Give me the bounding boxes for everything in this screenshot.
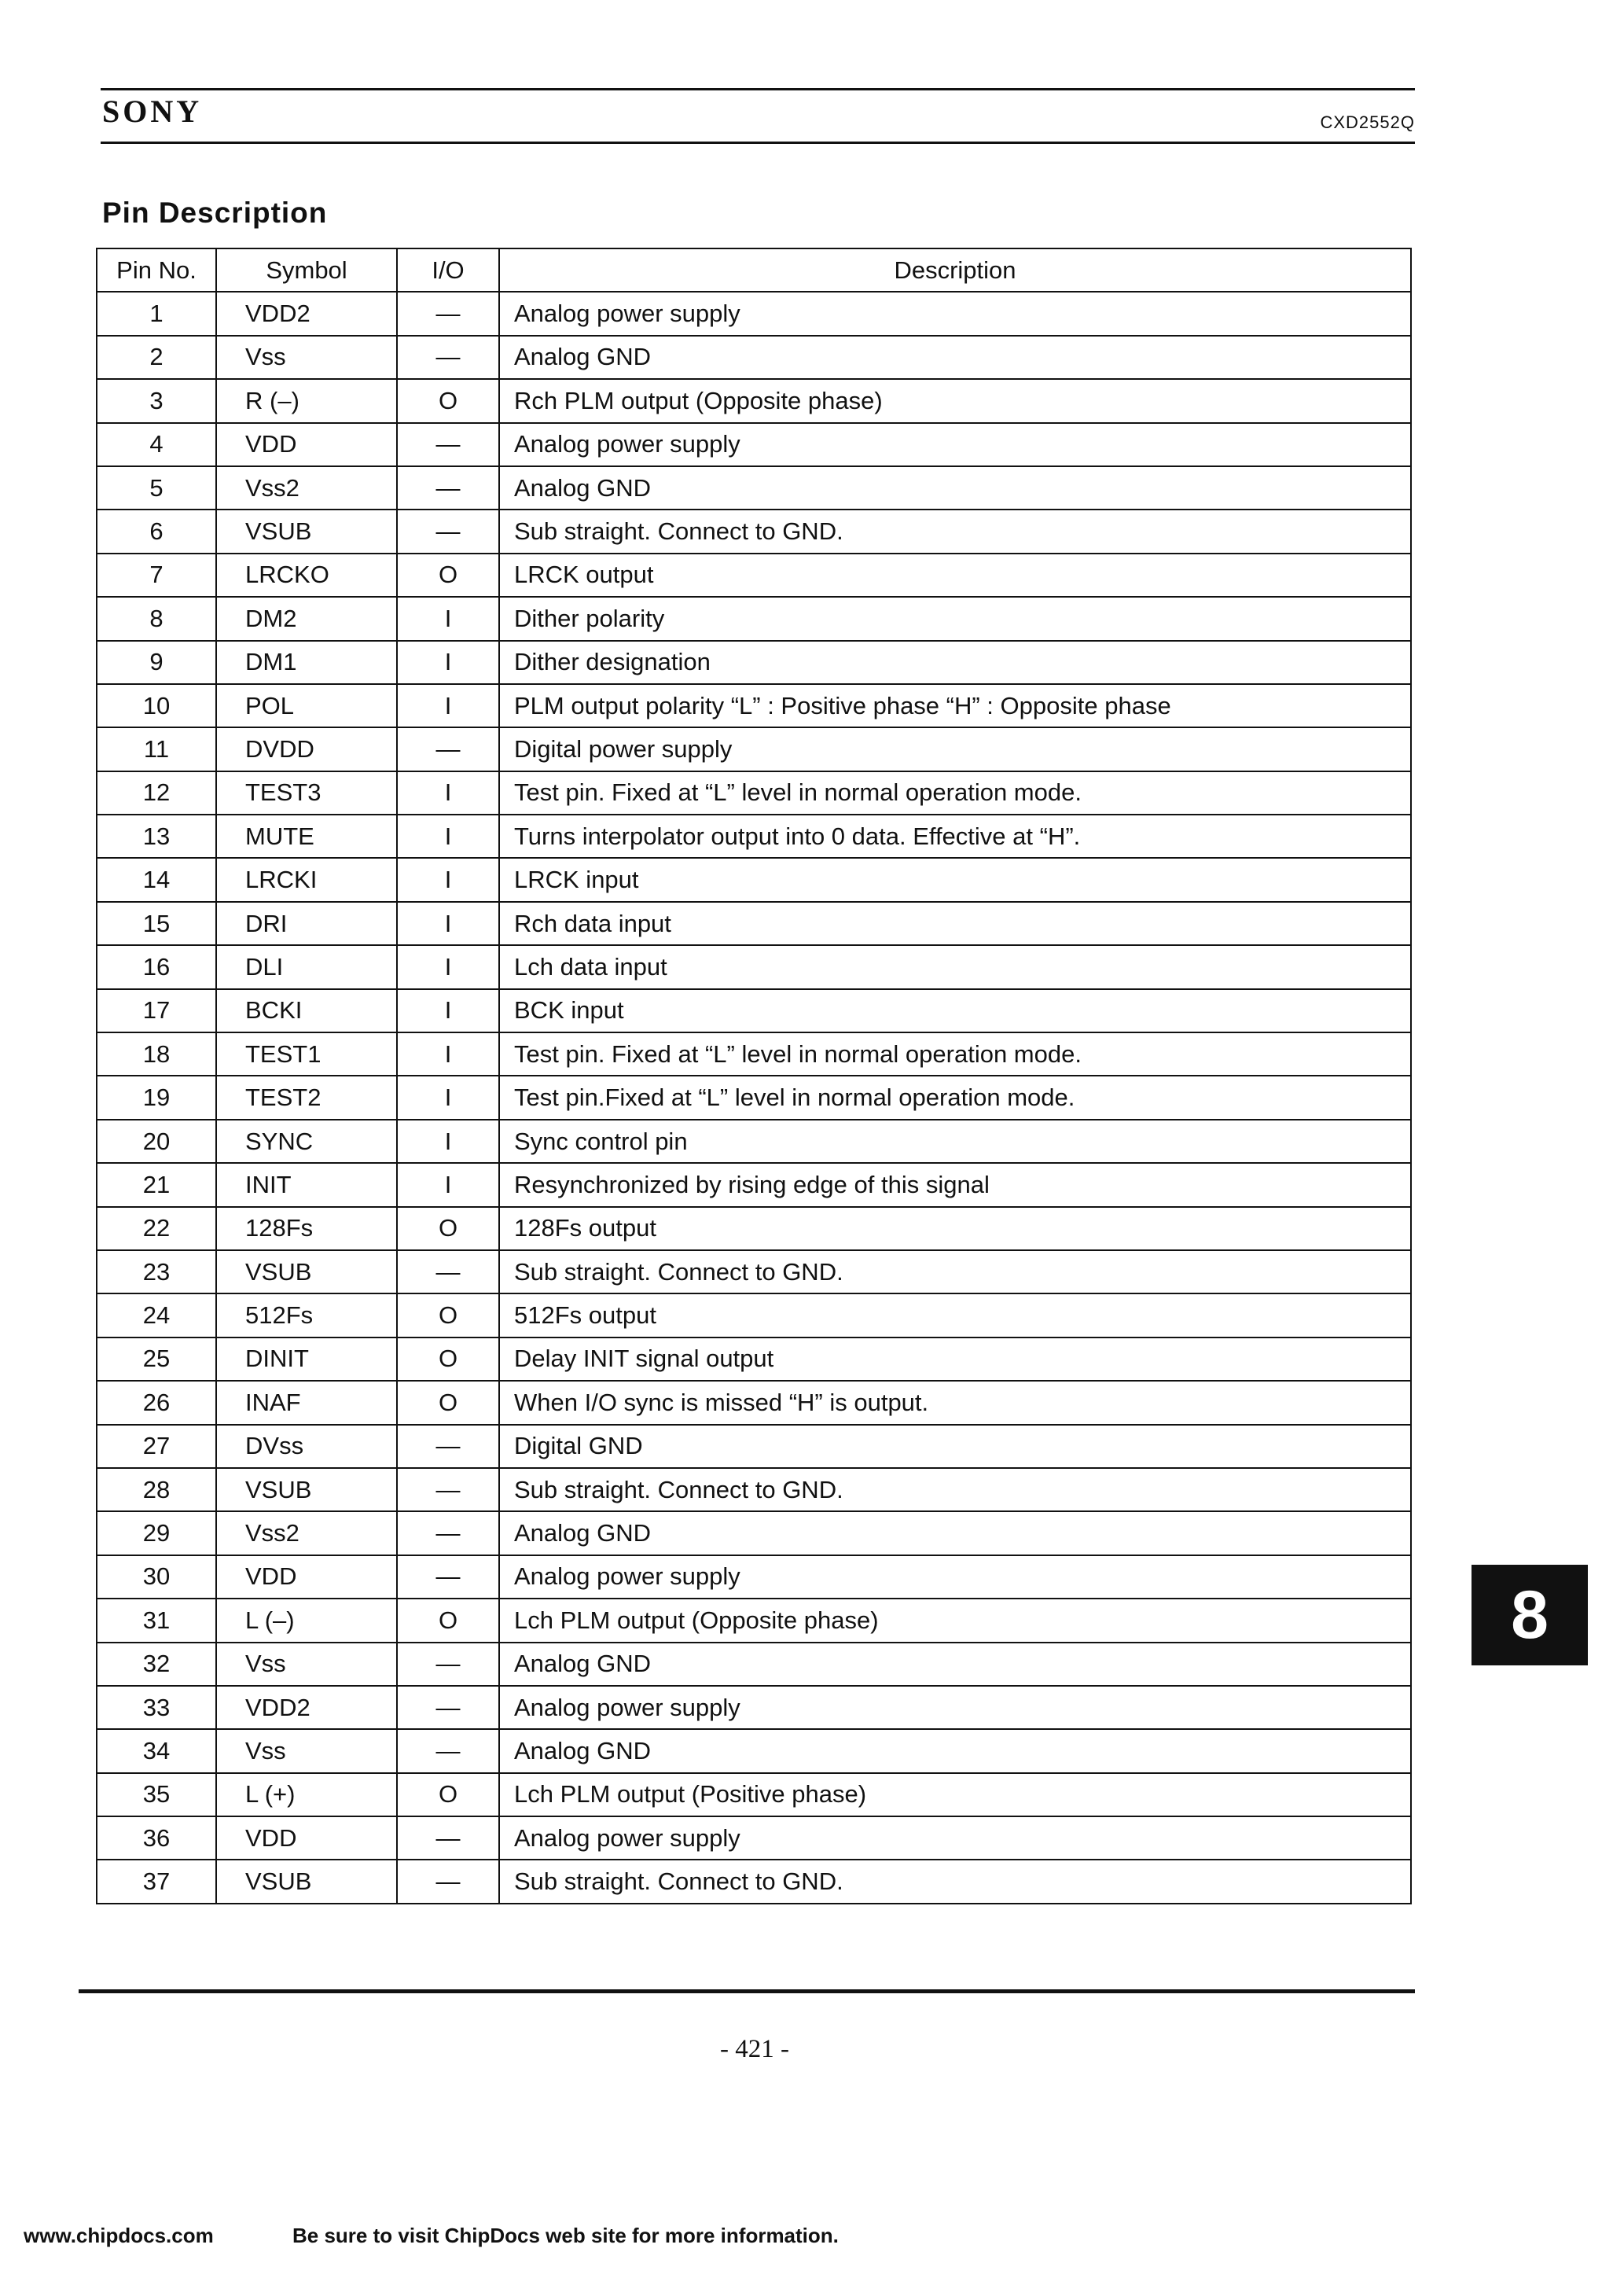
description-cell: Dither polarity [499, 597, 1411, 640]
footer-rule [79, 1989, 1415, 1993]
table-row [97, 989, 1411, 1032]
io-cell: O [397, 379, 499, 422]
pin-number-cell: 27 [97, 1425, 216, 1468]
table-row [97, 1163, 1411, 1206]
io-cell: — [397, 1729, 499, 1772]
description-cell: Analog GND [499, 336, 1411, 379]
pin-number-cell: 32 [97, 1643, 216, 1686]
symbol-cell: VSUB [216, 510, 397, 553]
pin-number-cell: 3 [97, 379, 216, 422]
pin-number-cell: 7 [97, 554, 216, 597]
io-cell: — [397, 336, 499, 379]
symbol-cell: Vss2 [216, 466, 397, 510]
pin-number-cell: 10 [97, 684, 216, 727]
description-cell: Lch PLM output (Opposite phase) [499, 1599, 1411, 1642]
io-cell: I [397, 684, 499, 727]
pin-number-cell: 34 [97, 1729, 216, 1772]
pin-description-table [96, 248, 1412, 1904]
description-cell: Turns interpolator output into 0 data. Effective at “H”. [499, 815, 1411, 858]
io-cell: I [397, 815, 499, 858]
description-cell: Sub straight. Connect to GND. [499, 1468, 1411, 1511]
description-cell: Test pin. Fixed at “L” level in normal operation mode. [499, 771, 1411, 815]
table-row [97, 1381, 1411, 1424]
pin-number-cell: 14 [97, 858, 216, 901]
io-cell: — [397, 1468, 499, 1511]
description-cell: Analog GND [499, 466, 1411, 510]
description-cell: Dither designation [499, 641, 1411, 684]
table-row [97, 423, 1411, 466]
description-cell: Digital power supply [499, 727, 1411, 771]
pin-number-cell: 17 [97, 989, 216, 1032]
description-cell: Test pin. Fixed at “L” level in normal operation mode. [499, 1032, 1411, 1076]
symbol-cell: SYNC [216, 1120, 397, 1163]
io-cell: I [397, 989, 499, 1032]
description-cell: When I/O sync is missed “H” is output. [499, 1381, 1411, 1424]
pin-number-cell: 1 [97, 292, 216, 335]
table-row [97, 597, 1411, 640]
symbol-cell: VDD [216, 1816, 397, 1860]
io-cell: I [397, 1163, 499, 1206]
pin-number-cell: 6 [97, 510, 216, 553]
table-row [97, 1729, 1411, 1772]
pin-number-cell: 26 [97, 1381, 216, 1424]
io-cell: — [397, 510, 499, 553]
pin-number-cell: 2 [97, 336, 216, 379]
section-title: Pin Description [102, 197, 328, 229]
table-row [97, 379, 1411, 422]
pin-number-cell: 15 [97, 902, 216, 945]
table-row [97, 1555, 1411, 1599]
chapter-tab: 8 [1472, 1565, 1588, 1665]
symbol-cell: VSUB [216, 1860, 397, 1903]
io-cell: O [397, 1337, 499, 1381]
column-header-pin: Pin No. [97, 248, 216, 292]
symbol-cell: DM2 [216, 597, 397, 640]
table-row [97, 1511, 1411, 1555]
io-cell: — [397, 423, 499, 466]
table-row [97, 336, 1411, 379]
symbol-cell: TEST2 [216, 1076, 397, 1119]
symbol-cell: 512Fs [216, 1293, 397, 1337]
io-cell: — [397, 1643, 499, 1686]
pin-number-cell: 35 [97, 1773, 216, 1816]
table-row [97, 510, 1411, 553]
pin-number-cell: 37 [97, 1860, 216, 1903]
pin-number-cell: 33 [97, 1686, 216, 1729]
page-number: - 421 - [720, 2035, 789, 2063]
io-cell: — [397, 466, 499, 510]
description-cell: Rch data input [499, 902, 1411, 945]
symbol-cell: R (–) [216, 379, 397, 422]
symbol-cell: DVss [216, 1425, 397, 1468]
pin-number-cell: 11 [97, 727, 216, 771]
io-cell: I [397, 945, 499, 988]
table-row [97, 554, 1411, 597]
symbol-cell: DM1 [216, 641, 397, 684]
pin-number-cell: 36 [97, 1816, 216, 1860]
io-cell: — [397, 1686, 499, 1729]
brand-logo: SONY [102, 94, 203, 129]
symbol-cell: INAF [216, 1381, 397, 1424]
pin-number-cell: 23 [97, 1250, 216, 1293]
io-cell: I [397, 597, 499, 640]
io-cell: — [397, 727, 499, 771]
description-cell: Rch PLM output (Opposite phase) [499, 379, 1411, 422]
description-cell: Sub straight. Connect to GND. [499, 1250, 1411, 1293]
symbol-cell: TEST3 [216, 771, 397, 815]
description-cell: Sub straight. Connect to GND. [499, 510, 1411, 553]
table-row [97, 1860, 1411, 1903]
symbol-cell: LRCKI [216, 858, 397, 901]
symbol-cell: MUTE [216, 815, 397, 858]
symbol-cell: Vss [216, 1643, 397, 1686]
table-row [97, 1032, 1411, 1076]
header-rule-top [101, 88, 1415, 90]
pin-number-cell: 28 [97, 1468, 216, 1511]
pin-number-cell: 4 [97, 423, 216, 466]
description-cell: Analog power supply [499, 423, 1411, 466]
description-cell: Delay INIT signal output [499, 1337, 1411, 1381]
table-row [97, 902, 1411, 945]
description-cell: LRCK output [499, 554, 1411, 597]
table-row [97, 684, 1411, 727]
description-cell: Analog power supply [499, 1686, 1411, 1729]
pin-table-body [97, 292, 1411, 1903]
table-row [97, 1076, 1411, 1119]
table-row [97, 1293, 1411, 1337]
symbol-cell: POL [216, 684, 397, 727]
column-header-description: Description [499, 248, 1411, 292]
table-row [97, 1816, 1411, 1860]
io-cell: O [397, 1599, 499, 1642]
header-rule-bottom [101, 142, 1415, 144]
pin-number-cell: 16 [97, 945, 216, 988]
pin-number-cell: 18 [97, 1032, 216, 1076]
description-cell: Digital GND [499, 1425, 1411, 1468]
pin-number-cell: 13 [97, 815, 216, 858]
symbol-cell: DVDD [216, 727, 397, 771]
table-row [97, 1468, 1411, 1511]
io-cell: I [397, 641, 499, 684]
pin-number-cell: 8 [97, 597, 216, 640]
pin-number-cell: 21 [97, 1163, 216, 1206]
symbol-cell: DLI [216, 945, 397, 988]
pin-number-cell: 25 [97, 1337, 216, 1381]
symbol-cell: VDD2 [216, 1686, 397, 1729]
io-cell: — [397, 1860, 499, 1903]
io-cell: I [397, 902, 499, 945]
io-cell: I [397, 1120, 499, 1163]
symbol-cell: L (–) [216, 1599, 397, 1642]
io-cell: I [397, 771, 499, 815]
symbol-cell: VDD2 [216, 292, 397, 335]
symbol-cell: BCKI [216, 989, 397, 1032]
table-row [97, 945, 1411, 988]
table-row [97, 1207, 1411, 1250]
symbol-cell: VDD [216, 423, 397, 466]
column-header-symbol: Symbol [216, 248, 397, 292]
pin-number-cell: 22 [97, 1207, 216, 1250]
description-cell: BCK input [499, 989, 1411, 1032]
description-cell: Analog power supply [499, 1816, 1411, 1860]
table-row [97, 1425, 1411, 1468]
io-cell: O [397, 554, 499, 597]
description-cell: Lch data input [499, 945, 1411, 988]
description-cell: Analog power supply [499, 1555, 1411, 1599]
pin-number-cell: 30 [97, 1555, 216, 1599]
footer-note: Be sure to visit ChipDocs web site for more information. [292, 2224, 839, 2247]
description-cell: Analog GND [499, 1729, 1411, 1772]
table-row [97, 858, 1411, 901]
table-row [97, 1120, 1411, 1163]
table-row [97, 641, 1411, 684]
table-row [97, 1773, 1411, 1816]
column-header-io: I/O [397, 248, 499, 292]
description-cell: Analog GND [499, 1511, 1411, 1555]
symbol-cell: VSUB [216, 1250, 397, 1293]
table-row [97, 771, 1411, 815]
pin-number-cell: 5 [97, 466, 216, 510]
io-cell: I [397, 858, 499, 901]
io-cell: — [397, 1511, 499, 1555]
io-cell: — [397, 1425, 499, 1468]
pin-number-cell: 19 [97, 1076, 216, 1119]
io-cell: — [397, 1250, 499, 1293]
symbol-cell: 128Fs [216, 1207, 397, 1250]
table-row [97, 727, 1411, 771]
pin-number-cell: 31 [97, 1599, 216, 1642]
footer-site-link[interactable]: www.chipdocs.com [24, 2224, 214, 2247]
io-cell: I [397, 1032, 499, 1076]
symbol-cell: L (+) [216, 1773, 397, 1816]
description-cell: Sync control pin [499, 1120, 1411, 1163]
symbol-cell: Vss [216, 336, 397, 379]
description-cell: 128Fs output [499, 1207, 1411, 1250]
description-cell: Analog GND [499, 1643, 1411, 1686]
table-row [97, 815, 1411, 858]
symbol-cell: VSUB [216, 1468, 397, 1511]
io-cell: — [397, 1816, 499, 1860]
pin-number-cell: 9 [97, 641, 216, 684]
table-row [97, 1599, 1411, 1642]
symbol-cell: Vss2 [216, 1511, 397, 1555]
pin-number-cell: 24 [97, 1293, 216, 1337]
io-cell: — [397, 292, 499, 335]
table-row [97, 1686, 1411, 1729]
io-cell: O [397, 1773, 499, 1816]
description-cell: Analog power supply [499, 292, 1411, 335]
table-row [97, 292, 1411, 335]
description-cell: Sub straight. Connect to GND. [499, 1860, 1411, 1903]
table-row [97, 1337, 1411, 1381]
pin-number-cell: 12 [97, 771, 216, 815]
symbol-cell: LRCKO [216, 554, 397, 597]
io-cell: O [397, 1207, 499, 1250]
symbol-cell: DINIT [216, 1337, 397, 1381]
description-cell: LRCK input [499, 858, 1411, 901]
io-cell: O [397, 1381, 499, 1424]
symbol-cell: Vss [216, 1729, 397, 1772]
symbol-cell: INIT [216, 1163, 397, 1206]
description-cell: PLM output polarity “L” : Positive phase “H” : Opposite phase [499, 684, 1411, 727]
pin-number-cell: 20 [97, 1120, 216, 1163]
symbol-cell: DRI [216, 902, 397, 945]
description-cell: Lch PLM output (Positive phase) [499, 1773, 1411, 1816]
symbol-cell: TEST1 [216, 1032, 397, 1076]
io-cell: — [397, 1555, 499, 1599]
io-cell: I [397, 1076, 499, 1119]
part-number: CXD2552Q [1320, 112, 1415, 132]
table-row [97, 1250, 1411, 1293]
table-header-row [97, 248, 1411, 292]
io-cell: O [397, 1293, 499, 1337]
pin-number-cell: 29 [97, 1511, 216, 1555]
table-row [97, 1643, 1411, 1686]
description-cell: 512Fs output [499, 1293, 1411, 1337]
symbol-cell: VDD [216, 1555, 397, 1599]
description-cell: Test pin.Fixed at “L” level in normal operation mode. [499, 1076, 1411, 1119]
table-row [97, 466, 1411, 510]
description-cell: Resynchronized by rising edge of this signal [499, 1163, 1411, 1206]
